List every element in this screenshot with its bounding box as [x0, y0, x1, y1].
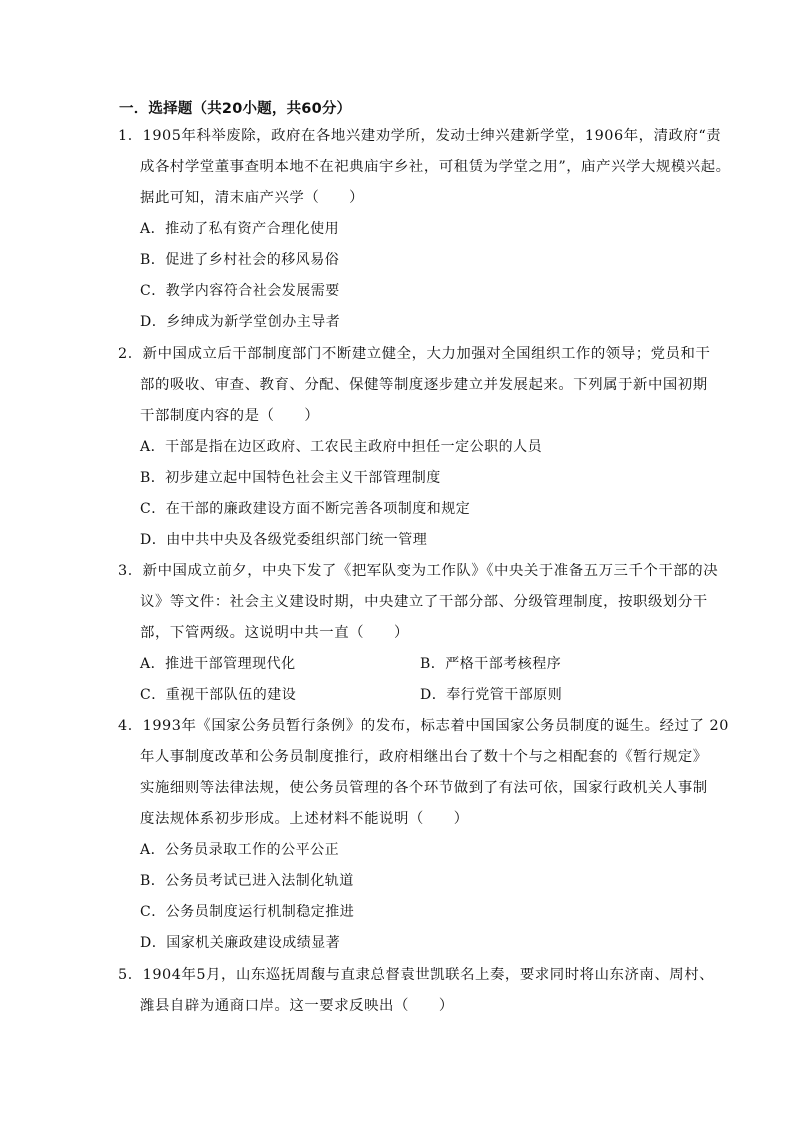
option-c[interactable]: C．公务员制度运行机制稳定推进: [140, 904, 355, 920]
question-1: [118, 121, 731, 338]
question-stem-line: 据此可知，清末庙产兴学（ ）: [140, 190, 365, 206]
question-stem-line: 4．1993年《国家公务员暂行条例》的发布，标志着中国国家公务员制度的诞生。经过了 20: [118, 718, 729, 734]
option-a[interactable]: A．干部是指在边区政府、工农民主政府中担任一定公职的人员: [140, 439, 543, 455]
question-stem-line: 成各村学堂董事查明本地不在祀典庙宇乡社，可租赁为学堂之用”，庙产兴学大规模兴起。: [140, 159, 731, 175]
question-stem-line: 5．1904年5月，山东巡抚周馥与直隶总督袁世凯联名上奏，要求同时将山东济南、周村、: [118, 967, 715, 983]
option-b[interactable]: B．初步建立起中国特色社会主义干部管理制度: [140, 470, 441, 486]
option-c[interactable]: C．在干部的廉政建设方面不断完善各项制度和规定: [140, 501, 471, 517]
question-stem-line: 部，下管两级。这说明中共一直（ ）: [140, 625, 409, 641]
question-stem-line: 年人事制度改革和公务员制度推行，政府相继出台了数十个与之相配套的《暂行规定》: [140, 749, 708, 765]
option-b[interactable]: B．严格干部考核程序: [420, 656, 562, 672]
question-5: [118, 960, 715, 1022]
question-stem-line: 议》等文件：社会主义建设时期，中央建立了干部分部、分级管理制度，按职级划分干: [140, 594, 708, 610]
option-c[interactable]: C．教学内容符合社会发展需要: [140, 283, 340, 299]
option-b[interactable]: B．促进了乡村社会的移风易俗: [140, 252, 340, 268]
option-a[interactable]: A．公务员录取工作的公平公正: [140, 842, 340, 858]
question-stem-line: 3．新中国成立前夕，中央下发了《把军队变为工作队》《中央关于准备五万三千个干部的决: [118, 563, 719, 579]
question-2: [118, 339, 711, 556]
question-stem-line: 2．新中国成立后干部制度部门不断建立健全，大力加强对全国组织工作的领导；党员和干: [118, 346, 711, 362]
option-row: [118, 649, 678, 680]
question-stem-line: 干部制度内容的是（ ）: [140, 408, 320, 424]
question-stem-line: 部的吸收、审查、教育、分配、保健等制度逐步建立并发展起来。下列属于新中国初期: [140, 377, 708, 393]
option-a[interactable]: A．推进干部管理现代化: [140, 656, 296, 672]
question-stem-line: 1．1905年科举废除，政府在各地兴建劝学所，发动士绅兴建新学堂，1906年，清政府“责: [118, 128, 722, 144]
option-d[interactable]: D．乡绅成为新学堂创办主导者: [140, 314, 341, 330]
question-3: [118, 556, 719, 711]
option-d[interactable]: D．国家机关廉政建设成绩显著: [140, 935, 341, 951]
option-d[interactable]: D．奉行党管干部原则: [420, 687, 563, 703]
question-stem-line: 潍县自辟为通商口岸。这一要求反映出（ ）: [140, 998, 454, 1014]
question-stem-line: 度法规体系初步形成。上述材料不能说明（ ）: [140, 811, 469, 827]
option-b[interactable]: B．公务员考试已进入法制化轨道: [140, 873, 354, 889]
option-row: [118, 680, 678, 711]
option-d[interactable]: D．由中共中央及各级党委组织部门统一管理: [140, 532, 428, 548]
question-stem-line: 实施细则等法律法规，使公务员管理的各个环节做到了有法可依，国家行政机关人事制: [140, 780, 708, 796]
option-c[interactable]: C．重视干部队伍的建设: [140, 687, 297, 703]
section-title: 一．选择题（共20小题，共60分）: [119, 101, 352, 117]
option-a[interactable]: A．推动了私有资产合理化使用: [140, 221, 340, 237]
question-4: [118, 711, 729, 959]
